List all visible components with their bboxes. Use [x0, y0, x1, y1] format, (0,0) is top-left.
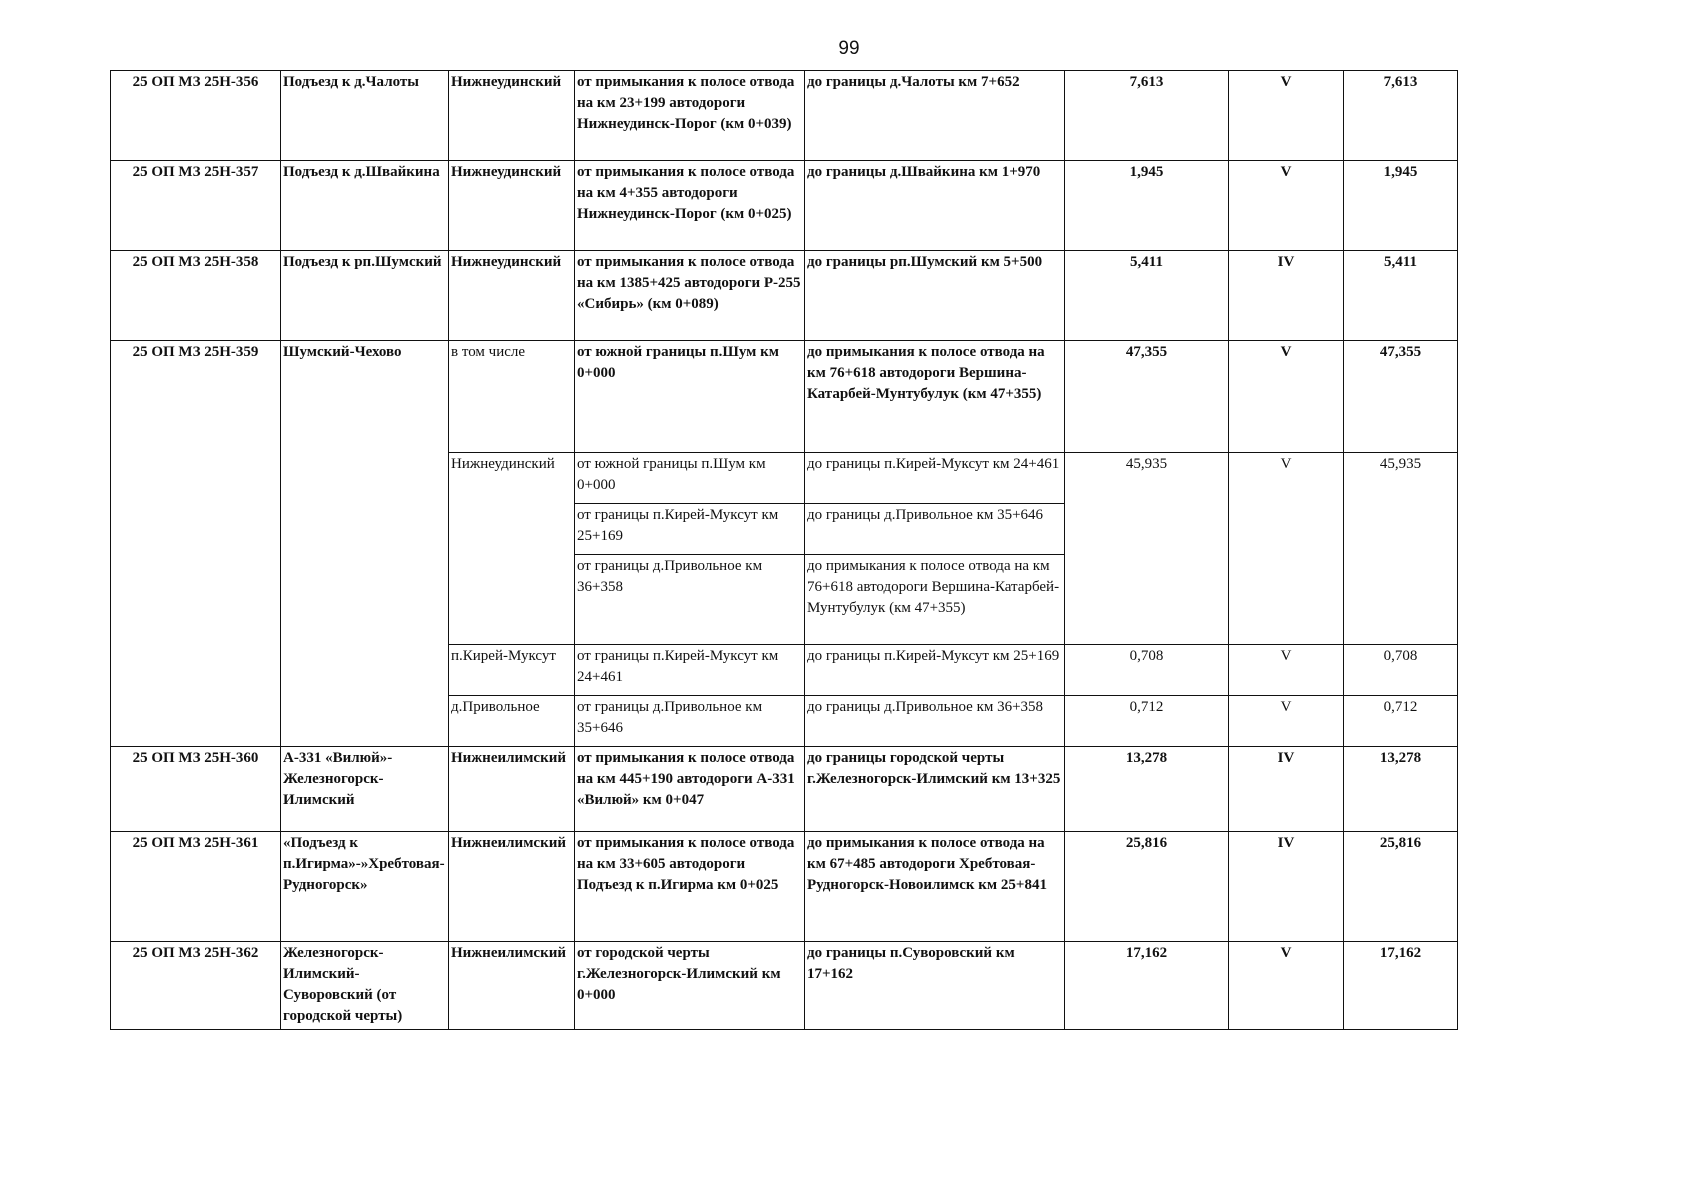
road-from: от примыкания к полосе отвода на км 23+199 автодороги Нижнеудинск-Порог (км 0+039) — [575, 71, 805, 161]
segment-total: 0,712 — [1344, 696, 1458, 747]
road-to: до примыкания к полосе отвода на км 67+485 автодороги Хребтовая-Рудногорск-Новоилимск км 25+841 — [805, 832, 1065, 942]
road-code: 25 ОП МЗ 25Н-359 — [111, 341, 281, 747]
road-length: 5,411 — [1065, 251, 1229, 341]
road-total: 17,162 — [1344, 942, 1458, 1030]
road-from: от примыкания к полосе отвода на км 33+605 автодороги Подъезд к п.Игирма км 0+025 — [575, 832, 805, 942]
road-name: Железногорск-Илимский-Суворовский (от городской черты) — [281, 942, 449, 1030]
segment-from: от границы д.Привольное км 36+358 — [575, 555, 805, 645]
segment-from: от границы п.Кирей-Муксут км 24+461 — [575, 645, 805, 696]
table-row — [111, 341, 1458, 453]
road-code: 25 ОП МЗ 25Н-362 — [111, 942, 281, 1030]
road-code: 25 ОП МЗ 25Н-358 — [111, 251, 281, 341]
segment-category: V — [1229, 696, 1344, 747]
road-name: Подъезд к д.Швайкина — [281, 161, 449, 251]
road-district: Нижнеудинский — [449, 251, 575, 341]
table-row — [111, 942, 1458, 1030]
road-total: 47,355 — [1344, 341, 1458, 453]
road-category: V — [1229, 341, 1344, 453]
segment-to: до границы п.Кирей-Муксут км 25+169 — [805, 645, 1065, 696]
road-district: в том числе — [449, 341, 575, 453]
segment-from: от границы д.Привольное км 35+646 — [575, 696, 805, 747]
road-total: 5,411 — [1344, 251, 1458, 341]
road-district: Нижнеилимский — [449, 832, 575, 942]
segment-to: до примыкания к полосе отвода на км 76+618 автодороги Вершина-Катарбей-Мунтубулук (км 47+355) — [805, 555, 1065, 645]
road-length: 47,355 — [1065, 341, 1229, 453]
road-district: Нижнеудинский — [449, 161, 575, 251]
segment-total: 45,935 — [1344, 453, 1458, 645]
road-category: V — [1229, 71, 1344, 161]
road-name: А-331 «Вилюй»-Железногорск-Илимский — [281, 747, 449, 832]
road-category: IV — [1229, 251, 1344, 341]
road-code: 25 ОП МЗ 25Н-357 — [111, 161, 281, 251]
road-to: до границы д.Чалоты км 7+652 — [805, 71, 1065, 161]
road-to: до границы городской черты г.Железногорск-Илимский км 13+325 — [805, 747, 1065, 832]
road-from: от примыкания к полосе отвода на км 4+355 автодороги Нижнеудинск-Порог (км 0+025) — [575, 161, 805, 251]
road-length: 7,613 — [1065, 71, 1229, 161]
segment-length: 45,935 — [1065, 453, 1229, 645]
segment-district: Нижнеудинский — [449, 453, 575, 645]
road-from: от примыкания к полосе отвода на км 1385+425 автодороги Р-255 «Сибирь» (км 0+089) — [575, 251, 805, 341]
road-name: Подъезд к д.Чалоты — [281, 71, 449, 161]
table-row — [111, 71, 1458, 161]
segment-length: 0,708 — [1065, 645, 1229, 696]
road-to: до границы п.Суворовский км 17+162 — [805, 942, 1065, 1030]
road-code: 25 ОП МЗ 25Н-360 — [111, 747, 281, 832]
road-from: от городской черты г.Железногорск-Илимский км 0+000 — [575, 942, 805, 1030]
road-total: 13,278 — [1344, 747, 1458, 832]
table-row — [111, 832, 1458, 942]
road-code: 25 ОП МЗ 25Н-361 — [111, 832, 281, 942]
segment-to: до границы п.Кирей-Муксут км 24+461 — [805, 453, 1065, 504]
segment-from: от границы п.Кирей-Муксут км 25+169 — [575, 504, 805, 555]
segment-length: 0,712 — [1065, 696, 1229, 747]
road-total: 7,613 — [1344, 71, 1458, 161]
road-district: Нижнеудинский — [449, 71, 575, 161]
road-category: IV — [1229, 832, 1344, 942]
road-category: IV — [1229, 747, 1344, 832]
road-to: до примыкания к полосе отвода на км 76+618 автодороги Вершина-Катарбей-Мунтубулук (км 47+355) — [805, 341, 1065, 453]
roads-table — [110, 70, 1458, 1030]
road-name: «Подъезд к п.Игирма»-»Хребтовая-Рудногорск» — [281, 832, 449, 942]
road-district: Нижнеилимский — [449, 747, 575, 832]
road-from: от примыкания к полосе отвода на км 445+190 автодороги А-331 «Вилюй» км 0+047 — [575, 747, 805, 832]
road-total: 1,945 — [1344, 161, 1458, 251]
road-category: V — [1229, 161, 1344, 251]
road-name: Подъезд к рп.Шумский — [281, 251, 449, 341]
road-length: 1,945 — [1065, 161, 1229, 251]
road-from: от южной границы п.Шум км 0+000 — [575, 341, 805, 453]
table-row — [111, 251, 1458, 341]
segment-to: до границы д.Привольное км 36+358 — [805, 696, 1065, 747]
segment-category: V — [1229, 645, 1344, 696]
table-row — [111, 747, 1458, 832]
road-to: до границы рп.Шумский км 5+500 — [805, 251, 1065, 341]
road-code: 25 ОП МЗ 25Н-356 — [111, 71, 281, 161]
segment-district: п.Кирей-Муксут — [449, 645, 575, 696]
table-row — [111, 161, 1458, 251]
segment-category: V — [1229, 453, 1344, 645]
road-to: до границы д.Швайкина км 1+970 — [805, 161, 1065, 251]
road-district: Нижнеилимский — [449, 942, 575, 1030]
road-length: 25,816 — [1065, 832, 1229, 942]
road-length: 17,162 — [1065, 942, 1229, 1030]
segment-from: от южной границы п.Шум км 0+000 — [575, 453, 805, 504]
page-number: 99 — [838, 38, 860, 59]
road-length: 13,278 — [1065, 747, 1229, 832]
road-total: 25,816 — [1344, 832, 1458, 942]
road-category: V — [1229, 942, 1344, 1030]
road-name: Шумский-Чехово — [281, 341, 449, 747]
segment-total: 0,708 — [1344, 645, 1458, 696]
segment-district: д.Привольное — [449, 696, 575, 747]
segment-to: до границы д.Привольное км 35+646 — [805, 504, 1065, 555]
